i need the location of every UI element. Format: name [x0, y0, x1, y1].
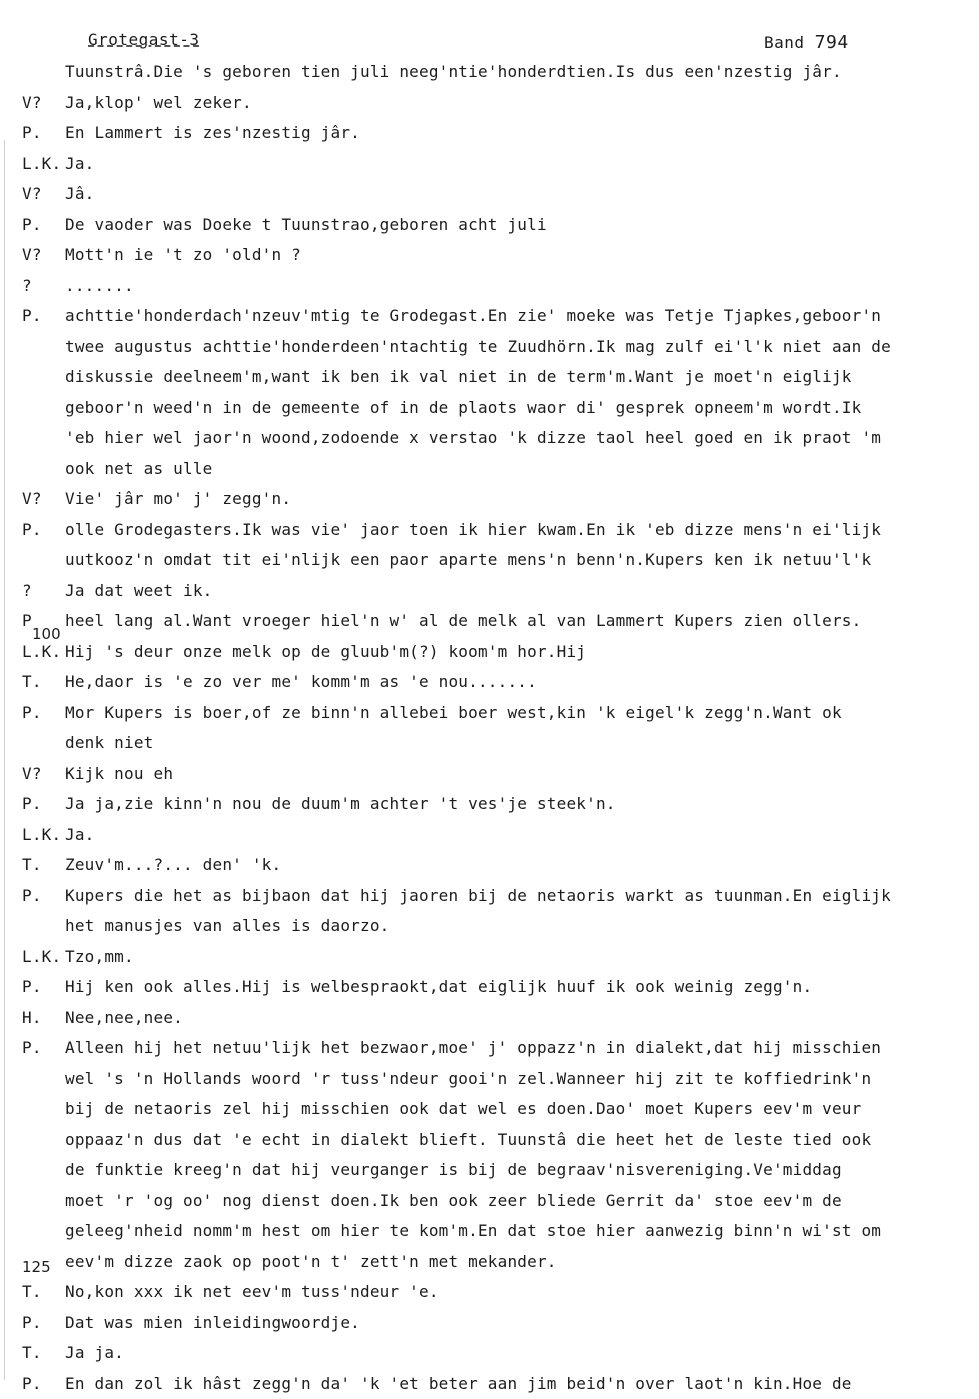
transcript-line: de funktie kreeg'n dat hij veurganger is bij de begraav'nisvereniging.Ve'middag [65, 1160, 842, 1179]
transcript-line: uutkooz'n omdat tit ei'nlijk een paor aparte mens'n benn'n.Kupers ken ik netuu'l'k [65, 550, 872, 569]
speaker-label: P. [22, 703, 42, 722]
transcript-line: Tuunstrâ.Die 's geboren tien juli neeg'ntie'honderdtien.Is dus een'nzestig jâr. [65, 62, 842, 81]
speaker-label: ? [22, 581, 32, 600]
transcript-line: Hij ken ook alles.Hij is welbespraokt,dat eiglijk huuf ik ook weinig zegg'n. [65, 977, 813, 996]
speaker-label: T. [22, 1343, 42, 1362]
transcript-line: ook net as ulle [65, 459, 213, 478]
speaker-label: P. [22, 1374, 42, 1393]
transcript-line: denk niet [65, 733, 154, 752]
transcript-line: Ja ja. [65, 1343, 124, 1362]
transcript-line: No,kon xxx ik net eev'm tuss'ndeur 'e. [65, 1282, 439, 1301]
transcript-line: Alleen hij het netuu'lijk het bezwaor,moe' j' oppazz'n in dialekt,dat hij misschien [65, 1038, 882, 1057]
speaker-label: ? [22, 276, 32, 295]
speaker-label: V? [22, 245, 42, 264]
margin-marker-125: 125 [22, 1258, 51, 1276]
transcript-line: Dat was mien inleidingwoordje. [65, 1313, 360, 1332]
speaker-label: P. [22, 1313, 42, 1332]
speaker-label: P. [22, 977, 42, 996]
transcript-line: Ja,klop' wel zeker. [65, 93, 252, 112]
transcript-line: Hij 's deur onze melk op de gluub'm(?) koom'm hor.Hij [65, 642, 587, 661]
speaker-label: P. [22, 520, 42, 539]
speaker-label: P. [22, 886, 42, 905]
speaker-label: V? [22, 93, 42, 112]
speaker-label: L.K. [22, 825, 62, 844]
transcript-line: geleeg'nheid nomm'm hest om hier te kom'm.En dat stoe hier aanwezig binn'n wi'st om [65, 1221, 882, 1240]
transcript-line: eev'm dizze zaok op poot'n t' zett'n met mekander. [65, 1252, 557, 1271]
speaker-label: P. [22, 306, 42, 325]
speaker-label: L.K. [22, 154, 62, 173]
speaker-label: L.K. [22, 642, 62, 661]
transcript-line: Zeuv'm...?... den' 'k. [65, 855, 282, 874]
transcript-line: wel 's 'n Hollands woord 'r tuss'ndeur gooi'n zel.Wanneer hij zit te koffiedrink'n [65, 1069, 872, 1088]
transcript-line: diskussie deelneem'm,want ik ben ik val niet in de term'm.Want je moet'n eiglijk [65, 367, 852, 386]
transcript-line: En dan zol ik hâst zegg'n da' 'k 'et beter aan jim beid'n over laot'n kin.Hoe de [65, 1374, 852, 1393]
margin-marker-100: 100 [32, 625, 61, 643]
transcript-line: moet 'r 'og oo' nog dienst doen.Ik ben ook zeer bliede Gerrit da' stoe eev'm de [65, 1191, 842, 1210]
speaker-label: P. [22, 123, 42, 142]
transcript-line: geboor'n weed'n in de gemeente of in de plaots waor di' gesprek opneem'm wordt.Ik [65, 398, 862, 417]
transcript-line: De vaoder was Doeke t Tuunstrao,geboren acht juli [65, 215, 547, 234]
transcript-line: En Lammert is zes'nzestig jâr. [65, 123, 360, 142]
speaker-label: T. [22, 1282, 42, 1301]
transcript-line: olle Grodegasters.Ik was vie' jaor toen ik hier kwam.En ik 'eb dizze mens'n ei'lijk [65, 520, 882, 539]
transcript-line: He,daor is 'e zo ver me' komm'm as 'e nou....... [65, 672, 537, 691]
transcript-line: twee augustus achttie'honderdeen'ntachtig te Zuudhörn.Ik mag zulf ei'l'k niet aan de [65, 337, 891, 356]
speaker-label: V? [22, 764, 42, 783]
speaker-label: L.K. [22, 947, 62, 966]
speaker-label: V? [22, 489, 42, 508]
speaker-label: P [22, 611, 32, 630]
transcript-line: Mor Kupers is boer,of ze binn'n allebei boer west,kin 'k eigel'k zegg'n.Want ok [65, 703, 842, 722]
transcript-line: heel lang al.Want vroeger hiel'n w' al de melk al van Lammert Kupers zien ollers. [65, 611, 862, 630]
transcript-line: bij de netaoris zel hij misschien ook dat wel es doen.Dao' moet Kupers eev'm veur [65, 1099, 862, 1118]
band-label: Band [764, 33, 805, 52]
band-number: 794 [814, 32, 849, 53]
transcript-line: Kijk nou eh [65, 764, 174, 783]
transcript-line: ....... [65, 276, 134, 295]
transcript-line: Ja. [65, 154, 95, 173]
page-edge-line [4, 140, 5, 1380]
speaker-label: V? [22, 184, 42, 203]
speaker-label: P. [22, 215, 42, 234]
speaker-label: P. [22, 794, 42, 813]
transcript-line: Mott'n ie 't zo 'old'n ? [65, 245, 301, 264]
speaker-label: H. [22, 1008, 42, 1027]
transcript-line: oppaaz'n dus dat 'e echt in dialekt blieft. Tuunstâ die heet het de leste tied ook [65, 1130, 872, 1149]
document-title: Grotegast-3 [88, 30, 200, 49]
speaker-label: T. [22, 672, 42, 691]
transcript-line: 'eb hier wel jaor'n woond,zodoende x verstao 'k dizze taol heel goed en ik praot 'm [65, 428, 882, 447]
band-reference [764, 32, 849, 53]
speaker-label: T. [22, 855, 42, 874]
transcript-line: Ja ja,zie kinn'n nou de duum'm achter 't ves'je steek'n. [65, 794, 616, 813]
transcript-line: Ja. [65, 825, 95, 844]
transcript-line: Tzo,mm. [65, 947, 134, 966]
transcript-line: Jâ. [65, 184, 95, 203]
speaker-label: P. [22, 1038, 42, 1057]
transcript-line: Ja dat weet ik. [65, 581, 213, 600]
transcript-line: Nee,nee,nee. [65, 1008, 183, 1027]
transcript-line: Kupers die het as bijbaon dat hij jaoren bij de netaoris warkt as tuunman.En eiglijk [65, 886, 891, 905]
transcript-line: achttie'honderdach'nzeuv'mtig te Grodegast.En zie' moeke was Tetje Tjapkes,geboor'n [65, 306, 882, 325]
transcript-line: Vie' jâr mo' j' zegg'n. [65, 489, 292, 508]
transcript-line: het manusjes van alles is daorzo. [65, 916, 390, 935]
